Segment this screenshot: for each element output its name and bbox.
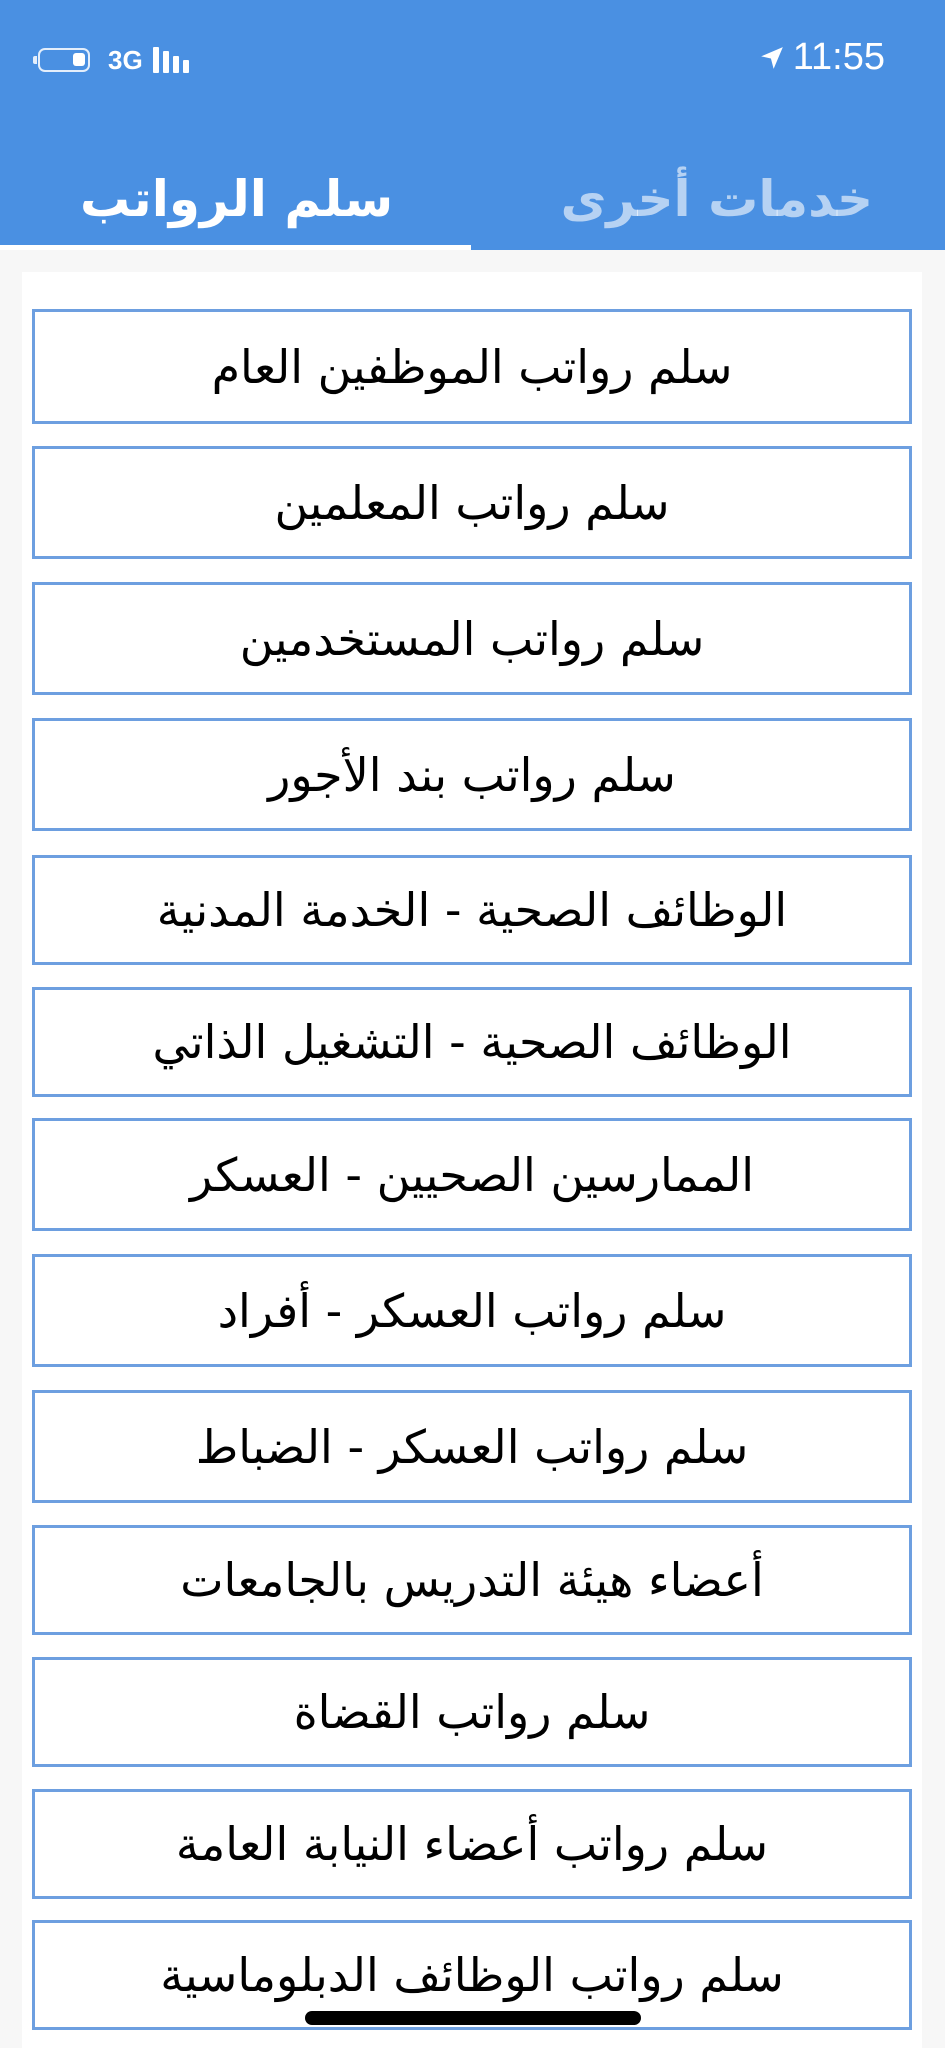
menu-button-staff[interactable]: سلم رواتب المستخدمين [32,582,912,695]
status-left [38,40,189,80]
menu-button-general-employees[interactable]: سلم رواتب الموظفين العام [32,309,912,424]
menu-button-military-officers[interactable]: سلم رواتب العسكر - الضباط [32,1390,912,1503]
menu-button-public-prosecution[interactable]: سلم رواتب أعضاء النيابة العامة [32,1789,912,1899]
location-arrow-icon [759,45,785,71]
menu-button-judges[interactable]: سلم رواتب القضاة [32,1657,912,1767]
menu-button-university-faculty[interactable]: أعضاء هيئة التدريس بالجامعات [32,1525,912,1635]
status-bar [0,0,945,120]
tab-bar [0,150,945,250]
menu-button-teachers[interactable]: سلم رواتب المعلمين [32,446,912,559]
menu-button-military-individuals[interactable]: سلم رواتب العسكر - أفراد [32,1254,912,1367]
home-indicator[interactable] [305,2011,641,2025]
tab-other-services[interactable]: خدمات أخرى [560,170,873,228]
menu-button-wages[interactable]: سلم رواتب بند الأجور [32,718,912,831]
status-right [759,36,885,79]
tab-salary-scale[interactable]: سلم الرواتب [80,170,394,228]
network-type: 3G [108,44,143,75]
menu-button-health-civil-service[interactable]: الوظائف الصحية - الخدمة المدنية [32,855,912,965]
active-tab-indicator [0,245,471,250]
salary-scale-list [22,272,922,2048]
menu-button-health-self-operation[interactable]: الوظائف الصحية - التشغيل الذاتي [32,987,912,1097]
battery-icon [38,48,90,72]
menu-button-health-practitioners-military[interactable]: الممارسين الصحيين - العسكر [32,1118,912,1231]
menu-button-diplomatic-jobs[interactable]: سلم رواتب الوظائف الدبلوماسية [32,1920,912,2030]
app-header [0,0,945,250]
signal-icon [153,47,189,73]
clock: 11:55 [792,36,885,78]
